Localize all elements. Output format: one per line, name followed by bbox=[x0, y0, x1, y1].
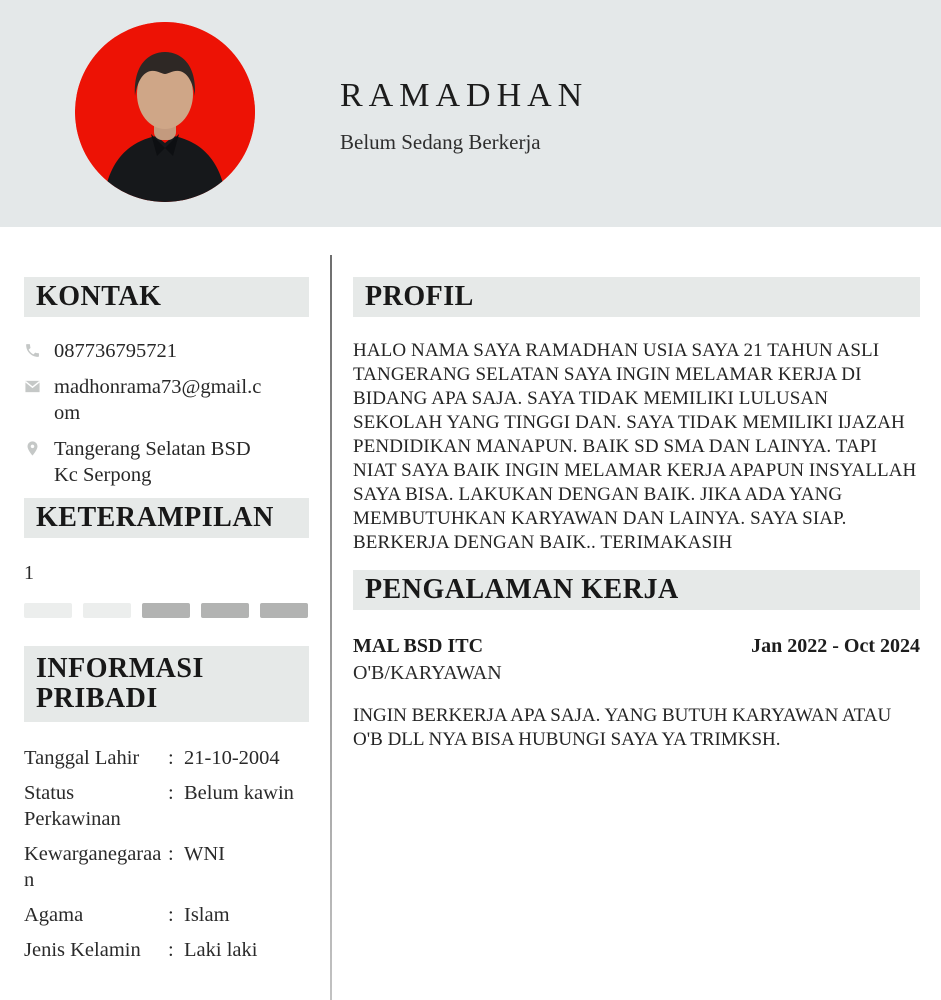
info-label: Tanggal Lahir bbox=[24, 747, 140, 769]
person-status-subtitle: Belum Sedang Berkerja bbox=[340, 130, 541, 154]
personal-info-row bbox=[24, 937, 309, 963]
skills-list bbox=[24, 560, 309, 618]
contact-text: Tangerang Selatan BSD Kc Serpong bbox=[54, 438, 251, 486]
location-icon bbox=[24, 440, 41, 457]
skills-section bbox=[24, 498, 309, 618]
personal-info-row bbox=[24, 745, 309, 771]
skill-level-bar bbox=[24, 603, 309, 618]
skill-item bbox=[24, 560, 309, 618]
section-title-profil: PROFIL bbox=[353, 277, 920, 317]
personal-info-row bbox=[24, 841, 309, 893]
header-banner bbox=[0, 0, 941, 227]
info-label: Agama bbox=[24, 904, 84, 926]
info-value: Laki laki bbox=[184, 939, 258, 961]
person-name: RAMADHAN bbox=[340, 77, 589, 114]
skill-level-segment bbox=[201, 603, 249, 618]
skill-level-segment bbox=[24, 603, 72, 618]
skill-level-segment bbox=[83, 603, 131, 618]
contact-item bbox=[24, 338, 309, 364]
info-colon: : bbox=[168, 747, 174, 769]
contact-item bbox=[24, 436, 309, 488]
contact-item bbox=[24, 374, 309, 426]
info-colon: : bbox=[168, 843, 174, 865]
main-content bbox=[353, 277, 920, 752]
contact-text: madhonrama73@gmail.com bbox=[54, 376, 262, 424]
info-value: WNI bbox=[184, 843, 225, 865]
mail-icon bbox=[24, 378, 41, 395]
info-label: Jenis Kelamin bbox=[24, 939, 141, 961]
job-period: Jan 2022 - Oct 2024 bbox=[751, 635, 920, 657]
sidebar bbox=[24, 277, 309, 972]
phone-icon bbox=[24, 342, 41, 359]
personal-info-row bbox=[24, 780, 309, 832]
section-title-informasi-pribadi: INFORMASI PRIBADI bbox=[24, 646, 309, 722]
skill-level-segment bbox=[260, 603, 308, 618]
section-title-kontak: KONTAK bbox=[24, 277, 309, 317]
info-label: Kewarganegaraan bbox=[24, 843, 162, 891]
info-value: 21-10-2004 bbox=[184, 747, 280, 769]
profile-photo bbox=[75, 22, 255, 202]
info-value: Belum kawin bbox=[184, 782, 294, 804]
skill-name: 1 bbox=[24, 562, 34, 584]
personal-info-section bbox=[24, 646, 309, 963]
job-role: O'B/KARYAWAN bbox=[353, 662, 502, 684]
profile-text: HALO NAMA SAYA RAMADHAN USIA SAYA 21 TAHUN ASLI TANGERANG SELATAN SAYA INGIN MELAMAR KERJA DI BIDANG APA SAJA. SAYA TIDAK MEMILIKI LULUSAN SEKOLAH YANG TINGGI DAN. SAYA TIDAK MEMILIKI IJAZAH PENDIDIKAN MANAPUN. BAIK SD SMA DAN LAINYA. TAPI NIAT SAYA BAIK INGIN MELAMAR KERJA APAPUN INSYALLAH SAYA BISA. LAKUKAN DENGAN BAIK. JIKA ADA YANG MEMBUTUHKAN KARYAWAN DAN LAINYA. SAYA SIAP. BERKERJA DENGAN BAIK.. TERIMAKASIH bbox=[353, 340, 917, 553]
personal-info-table bbox=[24, 745, 309, 963]
contact-list bbox=[24, 338, 309, 488]
personal-info-row bbox=[24, 902, 309, 928]
info-colon: : bbox=[168, 904, 174, 926]
info-colon: : bbox=[168, 939, 174, 961]
skill-level-segment bbox=[142, 603, 190, 618]
name-block bbox=[340, 76, 588, 155]
person-portrait-icon bbox=[75, 22, 255, 202]
contact-text: 087736795721 bbox=[54, 340, 177, 362]
job-description: INGIN BERKERJA APA SAJA. YANG BUTUH KARYAWAN ATAU O'B DLL NYA BISA HUBUNGI SAYA YA TRIMKSH. bbox=[353, 705, 892, 750]
job-list bbox=[353, 635, 920, 752]
work-experience-section bbox=[353, 570, 920, 752]
info-colon: : bbox=[168, 782, 174, 804]
info-label: Status Perkawinan bbox=[24, 782, 121, 830]
column-divider bbox=[330, 255, 332, 1000]
info-value: Islam bbox=[184, 904, 230, 926]
section-title-keterampilan: KETERAMPILAN bbox=[24, 498, 309, 538]
section-title-pengalaman-kerja: PENGALAMAN KERJA bbox=[353, 570, 920, 610]
job-entry bbox=[353, 635, 920, 752]
job-header bbox=[353, 635, 920, 658]
job-company: MAL BSD ITC bbox=[353, 635, 484, 657]
